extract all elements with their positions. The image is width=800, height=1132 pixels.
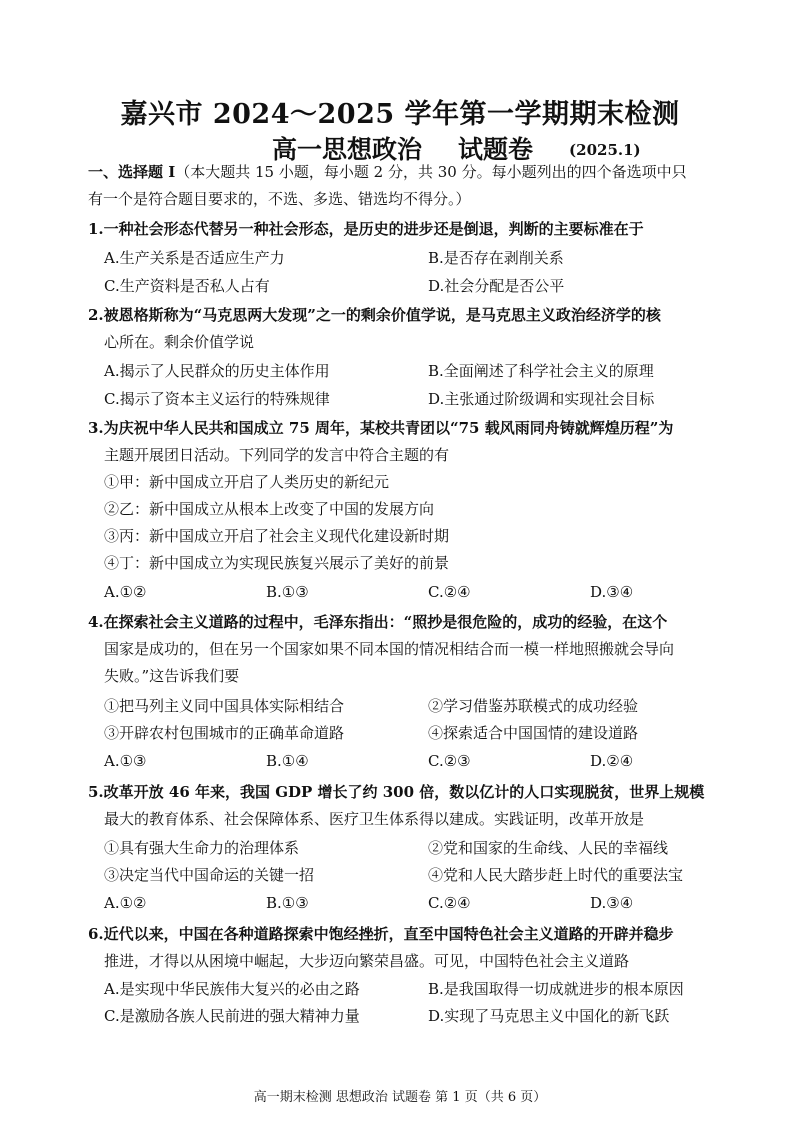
question-5-stem-2: 最大的教育体系、社会保障体系、医疗卫生体系得以建成。实践证明，改革开放是 [104, 810, 645, 828]
q4-item-3: ③开辟农村包围城市的正确革命道路 [104, 724, 345, 742]
section-instructions-1: （本大题共 15 小题，每小题 2 分，共 30 分。每小题列出的四个备选项中只 [175, 163, 687, 181]
q5-item-1: ①具有强大生命力的治理体系 [104, 839, 300, 857]
q4-item-2: ②学习借鉴苏联模式的成功经验 [428, 697, 639, 715]
q3-item-2: ②乙：新中国成立从根本上改变了中国的发展方向 [104, 500, 435, 518]
section-heading-line [88, 162, 687, 182]
q6-option-b: B.是我国取得一切成就进步的根本原因 [428, 980, 684, 998]
q1-option-a: A.生产关系是否适应生产力 [104, 249, 285, 267]
q3-option-c: C.②④ [428, 583, 471, 601]
q3-option-a: A.①② [104, 583, 147, 601]
q5-option-d: D.③④ [590, 894, 634, 912]
question-1-stem: 1.一种社会形态代替另一种社会形态，是历史的进步还是倒退，判断的主要标准在于 [88, 220, 644, 238]
q2-option-a: A.揭示了人民群众的历史主体作用 [104, 362, 330, 380]
q2-option-d: D.主张通过阶级调和实现社会目标 [428, 390, 655, 408]
page-footer: 高一期末检测 思想政治 试题卷 第 1 页（共 6 页） [253, 1090, 547, 1105]
paper-type: 试题卷 [458, 135, 534, 164]
q4-option-a: A.①③ [104, 752, 147, 770]
q4-option-c: C.②③ [428, 752, 471, 770]
exam-title: 嘉兴市 2024～2025 学年第一学期期末检测 [120, 99, 680, 130]
q2-option-c: C.揭示了资本主义运行的特殊规律 [104, 390, 330, 408]
q6-option-a: A.是实现中华民族伟大复兴的必由之路 [104, 980, 360, 998]
q5-option-c: C.②④ [428, 894, 471, 912]
q5-item-4: ④党和人民大踏步赶上时代的重要法宝 [428, 866, 684, 884]
section-heading: 一、选择题 I [88, 163, 176, 181]
section-instructions-2: 有一个是符合题目要求的，不选、多选、错选均不得分。） [88, 190, 471, 208]
question-6-stem-2: 推进，才得以从困境中崛起，大步迈向繁荣昌盛。可见，中国特色社会主义道路 [104, 952, 630, 970]
subject-name: 高一思想政治 [272, 135, 423, 164]
q1-option-d: D.社会分配是否公平 [428, 277, 565, 295]
exam-date: (2025.1) [569, 141, 641, 159]
question-2-stem-2: 心所在。剩余价值学说 [104, 333, 255, 351]
exam-subtitle [272, 130, 641, 166]
question-5-stem-1: 5.改革开放 46 年来，我国 GDP 增长了约 300 倍，数以亿计的人口实现脱贫，世界上规模 [88, 783, 705, 801]
q3-option-d: D.③④ [590, 583, 634, 601]
q4-item-4: ④探索适合中国国情的建设道路 [428, 724, 639, 742]
q3-option-b: B.①③ [266, 583, 309, 601]
q6-option-c: C.是激励各族人民前进的强大精神力量 [104, 1007, 360, 1025]
q1-option-b: B.是否存在剥削关系 [428, 249, 564, 267]
q3-item-1: ①甲：新中国成立开启了人类历史的新纪元 [104, 473, 390, 491]
q3-item-3: ③丙：新中国成立开启了社会主义现代化建设新时期 [104, 527, 450, 545]
question-4-stem-2: 国家是成功的，但在另一个国家如果不同本国的情况相结合而一模一样地照搬就会导向 [104, 640, 675, 658]
question-4-stem-1: 4.在探索社会主义道路的过程中，毛泽东指出：“照抄是很危险的，成功的经验，在这个 [88, 613, 668, 631]
q5-item-3: ③决定当代中国命运的关键一招 [104, 866, 315, 884]
q4-option-d: D.②④ [590, 752, 634, 770]
question-6-stem-1: 6.近代以来，中国在各种道路探索中饱经挫折，直至中国特色社会主义道路的开辟并稳步 [88, 925, 674, 943]
q1-option-c: C.生产资料是否私人占有 [104, 277, 270, 295]
q5-option-b: B.①③ [266, 894, 309, 912]
q5-item-2: ②党和国家的生命线、人民的幸福线 [428, 839, 669, 857]
q5-option-a: A.①② [104, 894, 147, 912]
q3-item-4: ④丁：新中国成立为实现民族复兴展示了美好的前景 [104, 554, 450, 572]
q2-option-b: B.全面阐述了科学社会主义的原理 [428, 362, 654, 380]
question-3-stem-2: 主题开展团日活动。下列同学的发言中符合主题的有 [104, 446, 450, 464]
question-3-stem-1: 3.为庆祝中华人民共和国成立 75 周年，某校共青团以“75 载风雨同舟铸就辉煌历程”为 [88, 419, 674, 437]
question-4-stem-3: 失败。”这告诉我们要 [104, 667, 240, 685]
q4-option-b: B.①④ [266, 752, 309, 770]
q4-item-1: ①把马列主义同中国具体实际相结合 [104, 697, 345, 715]
question-2-stem-1: 2.被恩格斯称为“马克思两大发现”之一的剩余价值学说，是马克思主义政治经济学的核 [88, 306, 661, 324]
q6-option-d: D.实现了马克思主义中国化的新飞跃 [428, 1007, 670, 1025]
